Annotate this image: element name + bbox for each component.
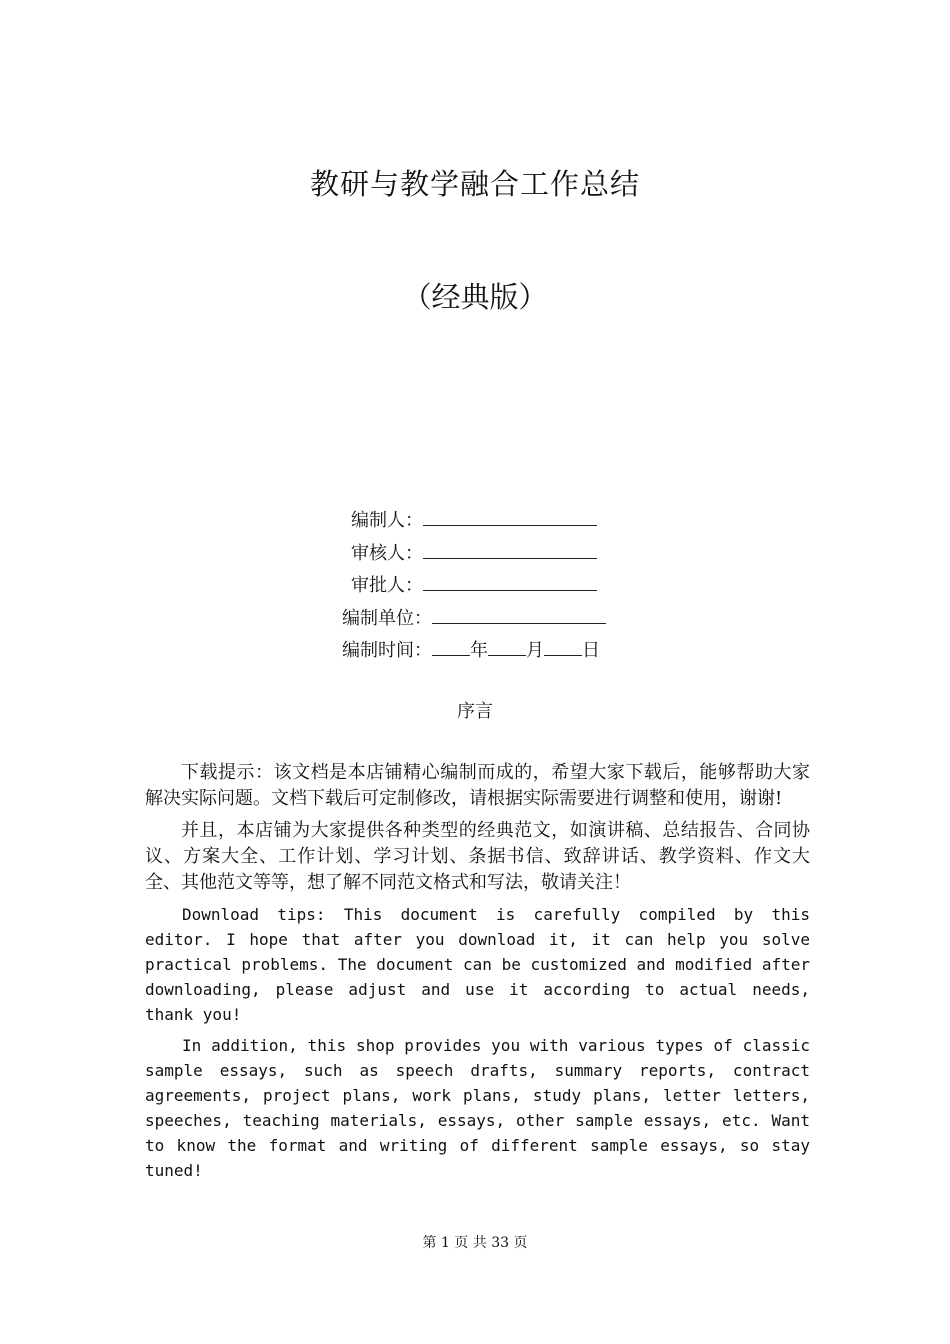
meta-compiler-row bbox=[0, 504, 950, 537]
meta-unit-row bbox=[0, 602, 950, 635]
preface-body bbox=[145, 760, 810, 1189]
month-label: 月 bbox=[526, 640, 544, 661]
shop-info-cn: 并且，本店铺为大家提供各种类型的经典范文，如演讲稿、总结报告、合同协议、方案大全、工作计划、学习计划、条据书信、致辞讲话、教学资料、作文大全、其他范文等等，想了解不同范文格式和写法，敬请关注！ bbox=[145, 820, 810, 893]
download-tip-en: Download tips: This document is carefully compiled by this editor. I hope that after you download it, it can help you solve practical problems. The document can be customized and modified after downloading, please adjust and use it according to actual needs, thank you! bbox=[145, 905, 810, 1024]
year-label: 年 bbox=[470, 640, 488, 661]
month-field[interactable] bbox=[488, 634, 526, 656]
preface-heading: 序言 bbox=[457, 701, 493, 722]
reviewer-label: 审核人： bbox=[351, 542, 423, 564]
approver-field[interactable] bbox=[423, 569, 597, 591]
day-label: 日 bbox=[582, 640, 600, 661]
document-title: 教研与教学融合工作总结 bbox=[309, 167, 640, 201]
approver-label: 审批人： bbox=[351, 575, 423, 596]
unit-field[interactable] bbox=[432, 602, 606, 624]
time-label: 编制时间： bbox=[342, 640, 432, 661]
reviewer-field[interactable] bbox=[423, 537, 597, 559]
meta-block bbox=[0, 504, 950, 667]
day-field[interactable] bbox=[544, 634, 582, 656]
shop-info-en: In addition, this shop provides you with various types of classic sample essays, such as speech drafts, summary reports, contract agreements, project plans, work plans, study plans, letter letters, speeches, teaching materials, essays, other sample essays, etc. Want to know the format and writing of different sample essays, so stay tuned! bbox=[145, 1036, 810, 1180]
meta-reviewer-row bbox=[0, 537, 950, 570]
year-field[interactable] bbox=[432, 634, 470, 656]
compiler-field[interactable] bbox=[423, 504, 597, 526]
compiler-label: 编制人： bbox=[351, 510, 423, 531]
document-subtitle: （经典版） bbox=[402, 280, 548, 314]
unit-label: 编制单位： bbox=[342, 607, 432, 629]
page-number: 第 1 页 共 33 页 bbox=[422, 1235, 528, 1251]
download-tip-cn: 下载提示：该文档是本店铺精心编制而成的，希望大家下载后，能够帮助大家解决实际问题。文档下载后可定制修改，请根据实际需要进行调整和使用，谢谢! bbox=[145, 762, 810, 809]
meta-time-row bbox=[0, 634, 950, 667]
meta-approver-row bbox=[0, 569, 950, 602]
